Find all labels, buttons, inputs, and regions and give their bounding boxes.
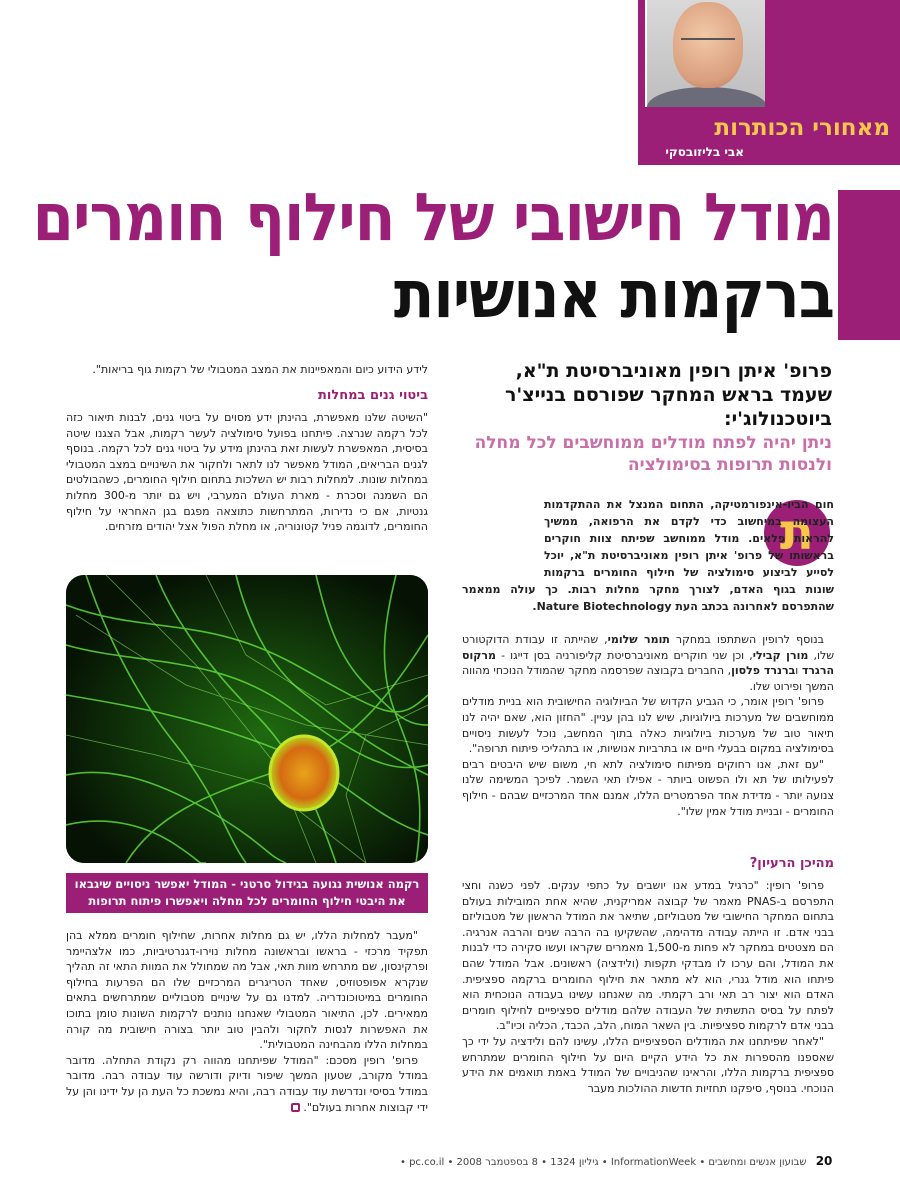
- paragraph: "מעבר למחלות הללו, יש גם מחלות אחרות, שחילוף חומרים ממלא בהן תפקיד מרכזי - בראשו ובראשונה מחלות נוירו-דגנרטיביות, כמו אלצהיימר ופרקינסון, שם מתרחש מוות תאי, אבל מה שמחולל את המוות התאי זה תהליך שנקרא אפופטוזיס, שאחד הטריגרים המרכזיים שלו הם הפרעות בחילוף החומרים במיטוכונדריה. למדנו גם על שינויים מטבוליים שמתרחשים בתאים ממאירים. לכן, התיאור המטבולי שאנחנו נותנים לרקמות השונות טומן בתוכו את האפשרות לנסות לחקור ולהבין טוב יותר בצורה חישובית מה קורה במחלות הללו מהבחינה המטבולית".: [66, 929, 428, 1052]
- subhead-left: ביטוי גנים במחלות: [318, 388, 428, 403]
- footer-text: שבועון אנשים ומחשבים • InformationWeek • גיליון 1324 • 8 בספטמבר 2008 • pc.co.il •: [400, 1157, 807, 1168]
- headline-line-1: מודל חישובי של חילוף חומרים: [32, 179, 834, 256]
- page-footer: [400, 1154, 846, 1168]
- page-number: 20: [815, 1154, 833, 1168]
- left-column-text-1: "השיטה שלנו מאפשרת, בהינתן ידע מסוים על ביטוי גנים, לבנות תיאור כזה לכל רקמה שנרצה. פיתחנו בפועל סימולציה לעשר רקמות, אבל הצגנו שיטה בסיסית, המאפשרת לעשות זאת בהינתן מידע על ביטוי גנים לכל רקמה. בנוסף לגנים הבריאים, המודל מאפשר לנו לתאר ולחקור את השינויים במצב המטבולי במחלות שונות. למחלות רבות יש השלכות בתחום חילוף החומרים, כשהבולטים הם השמנה וסכרת - מארת העולם המערבי, ויש גם יותר מ-300 מחלות גנטיות, אם כי נדירות, המתרחשות כתוצאה מפגם בגן האחראי על חילוף החומרים, לדוגמה פניל קטונוריה, או מחלת הפול אצל יהודים מזרחים.: [66, 411, 428, 534]
- deck-pink: ניתן יהיה לפתח מודלים ממוחשבים לכל מחלה ולנסות תרופות בסימולציה: [474, 433, 832, 475]
- end-of-article-icon: [291, 1103, 300, 1112]
- deck-black: פרופ' איתן רופין מאוניברסיטת ת"א, שעמד בראש המחקר שפורסם בנייצ'ר ביוטכנולוג'י:: [504, 360, 832, 430]
- author-name: אבי בליזובסקי: [665, 145, 744, 159]
- paragraph: פרופ' רופין: "כרגיל במדע אנו יושבים על כתפי ענקים. לפני כשנה וחצי התפרסם ב-PNAS מאמר של קבוצה אמריקנית, שהיא אחת המובילות בעולם בתחום המחקר החישובי של מטבוליזם, שתיאר את המודל הראשון של מטבוליזם בבני אדם. זו הייתה עבודה מדהימה, שהשקיעו בה הרבה שנים והרבה אנרגיה. הם מצטטים במחקר לא פחות מ-1,500 מאמרים שקראו ועשו סקירה כדי לבנות את המודל, והם ערכו לו מבדקי תקפות (ולידציה) ראשונים. אבל המודל שהם פיתחו הוא מודל גנרי, הוא לא מתאר את חילוף החומרים ברקמה ספציפית. האדם הוא יצור רב תאי ורב רקמתי. מה שאנחנו עשינו בעבודה הנוכחית הוא לפתח על בסיס התשתית של העבודה שלהם מודלים ספציפיים לחילוף חומרים בבני אדם לרקמות ספציפיות. בין השאר המוח, הלב, הכבד, הכליה וכיו"ב.: [462, 879, 835, 1033]
- drop-cap: ת: [764, 500, 830, 566]
- paragraph: "לאחר שפיתחנו את המודלים הספציפיים הללו, עשינו להם ולידציה על ידי כך שאספנו מהספרות את כל הידע הקיים היום על חילוף החומרים שמתרחש ספציפית ברקמות הללו, והראינו שהניבויים של המודל באמת תואמים את הידע הנוכחי. בנוסף, סיפקנו תחזיות חדשות ההולכות מעבר: [462, 1035, 834, 1095]
- paragraph: "עם זאת, אנו רחוקים מפיתוח סימולציה לתא חי, משום שיש היבטים רבים לפעילותו של תא ולו הפשוט ביותר - אפילו תאי השמר. לפיכך המשימה שלנו צנועה יותר - מדידת אחד הפרמטרים הללו, אמנם אחד המרכזיים שבהם - חילוף החומרים - ובניית מודל אמין שלו".: [462, 757, 834, 818]
- microscopy-photo: [66, 575, 428, 863]
- paragraph: בנוסף לרופין השתתפו במחקר תומר שלומי, שהייתה זו עבודת הדוקטורט שלו, מורן קבילי, וכן שני חוקרים מאוניברסיטת קליפורניה בסן דייגו - מרקוס הרגרד וברנרד פלסון, החברים בקבוצה שפרסמה מחקר שהמודל הנוכחי מהווה המשך ופירוט שלו.: [462, 633, 834, 693]
- subhead-right: מהיכן הרעיון?: [749, 856, 834, 871]
- deck: [462, 360, 832, 476]
- paragraph: פרופ' רופין מסכם: "המודל שפיתחנו מהווה רק נקודת התחלה. מדובר במודל מקורב, שטעון המשך שיפור ודיוק ודורשה עוד עבודה רבה. מדובר במודל בסיסי ונדרשת עוד עבודה רבה, והיא נמשכת כל העת הן על ידינו והן על ידי קבוצות אחרות בעולם".: [66, 1053, 428, 1114]
- left-column-text-2: [66, 928, 428, 1115]
- paragraph: פרופ' רופין אומר, כי הגביע הקדוש של הביולוגיה החישובית הוא בניית מודלים ממוחשבים של מערכות ביולוגיות, שיש לנו בהן עניין. "החזון הוא, שאם יהיה לנו תיאור טוב של מערכות ביולוגיות כאלה בתוך המחשב, נוכל לעשות ניסויים בסימולציה במקום בבעלי חיים או בתרביות אנושיות, או בתהליכי פיתוח תרופה".: [462, 695, 834, 756]
- photo-caption: רקמה אנושית נגועה בגידול סרטני - המודל יאפשר ניסויים שיגבאו את היבטי חילוף החומרים לכל מחלה ויאפשרו פיתוח תרופות: [66, 873, 428, 913]
- headline-line-2: ברקמות אנושיות: [393, 256, 834, 333]
- left-column-intro: לידע הידוע כיום והמאפיינות את המצב המטבולי של רקמות גוף בריאות".: [92, 363, 428, 376]
- section-title: מאחורי הכותרות: [714, 115, 890, 141]
- author-photo: [645, 0, 765, 107]
- right-column-text-1: [462, 632, 834, 819]
- right-column-text-2: [462, 878, 834, 1097]
- lead-paragraph: חום הביו-אינפורמטיקה, התחום המנצל את ההתקדמות העצומה במיחשוב כדי לקדם את הרפואה, ממשיך להראות פלאים. מודל ממוחשב שפיתח צוות חוקרים בראשותו של פרופ' איתן רופין מאוניברסיטת ת"א, יוכל לסייע לביצוע סימולציה של חילוף החומרים ברקמות שונות בגוף האדם, לצורך מחקר מחלות רבות. כך עולה ממאמר שהתפרסם לאחרונה בכתב העת Nature Biotechnology.: [462, 498, 834, 614]
- title-accent-bar: [838, 190, 900, 340]
